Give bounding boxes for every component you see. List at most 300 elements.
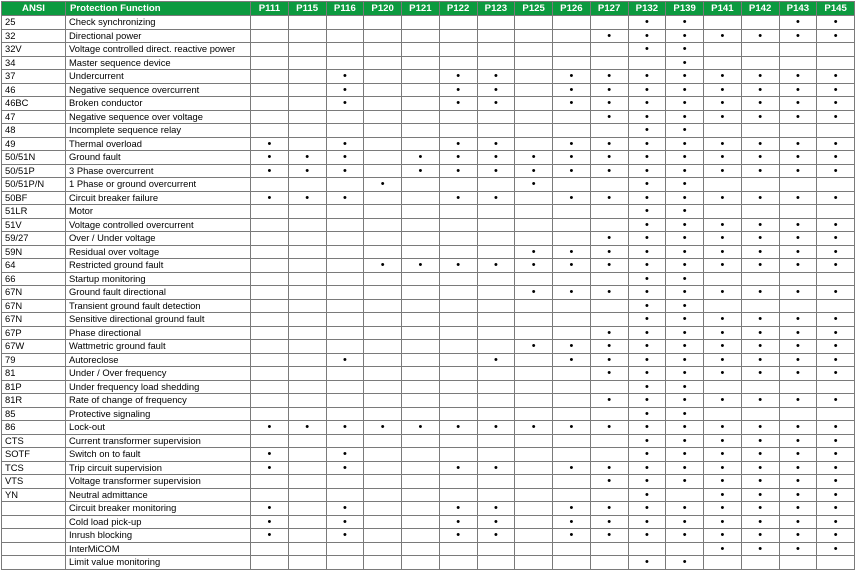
availability-cell-p123 <box>477 124 515 138</box>
availability-dot-icon: • <box>569 151 574 164</box>
protection-function-cell: Cold load pick-up <box>66 515 251 529</box>
availability-cell-p139 <box>666 340 704 354</box>
availability-cell-p123 <box>477 29 515 43</box>
availability-cell-p141 <box>704 394 742 408</box>
availability-dot-icon: • <box>795 164 800 177</box>
availability-cell-p116 <box>326 43 364 57</box>
availability-dot-icon: • <box>342 461 347 474</box>
ansi-code-cell: 37 <box>2 70 66 84</box>
availability-cell-p122 <box>439 137 477 151</box>
availability-cell-p141 <box>704 421 742 435</box>
availability-dot-icon: • <box>833 313 838 326</box>
availability-dot-icon: • <box>531 151 536 164</box>
availability-cell-p120 <box>364 205 402 219</box>
availability-cell-p120 <box>364 218 402 232</box>
availability-dot-icon: • <box>833 29 838 42</box>
availability-cell-p145 <box>817 434 855 448</box>
availability-cell-p111 <box>251 178 289 192</box>
availability-dot-icon: • <box>833 83 838 96</box>
availability-cell-p120 <box>364 259 402 273</box>
availability-cell-p115 <box>288 340 326 354</box>
availability-cell-p120 <box>364 70 402 84</box>
availability-cell-p142 <box>741 529 779 543</box>
availability-cell-p126 <box>553 475 591 489</box>
availability-dot-icon: • <box>833 421 838 434</box>
availability-cell-p116 <box>326 286 364 300</box>
availability-cell-p145 <box>817 259 855 273</box>
protection-function-table <box>1 1 855 570</box>
availability-cell-p116 <box>326 340 364 354</box>
availability-dot-icon: • <box>682 448 687 461</box>
availability-cell-p123 <box>477 515 515 529</box>
availability-cell-p127 <box>590 407 628 421</box>
availability-cell-p121 <box>402 515 440 529</box>
availability-cell-p143 <box>779 367 817 381</box>
availability-cell-p139 <box>666 232 704 246</box>
availability-cell-p142 <box>741 299 779 313</box>
table-row <box>2 124 855 138</box>
availability-cell-p116 <box>326 110 364 124</box>
availability-dot-icon: • <box>833 164 838 177</box>
availability-cell-p145 <box>817 124 855 138</box>
availability-cell-p132 <box>628 367 666 381</box>
availability-cell-p126 <box>553 110 591 124</box>
availability-cell-p141 <box>704 245 742 259</box>
availability-dot-icon: • <box>758 502 763 515</box>
availability-dot-icon: • <box>531 259 536 272</box>
availability-dot-icon: • <box>607 259 612 272</box>
protection-function-cell: Broken conductor <box>66 97 251 111</box>
availability-cell-p142 <box>741 218 779 232</box>
availability-cell-p116 <box>326 515 364 529</box>
availability-cell-p127 <box>590 83 628 97</box>
protection-function-cell: Thermal overload <box>66 137 251 151</box>
availability-cell-p141 <box>704 164 742 178</box>
ansi-code-cell: 81R <box>2 394 66 408</box>
ansi-column-header: ANSI <box>2 2 66 16</box>
availability-dot-icon: • <box>569 137 574 150</box>
availability-cell-p126 <box>553 380 591 394</box>
availability-cell-p111 <box>251 353 289 367</box>
availability-dot-icon: • <box>644 286 649 299</box>
availability-dot-icon: • <box>644 16 649 29</box>
availability-cell-p120 <box>364 16 402 30</box>
availability-dot-icon: • <box>342 448 347 461</box>
availability-cell-p111 <box>251 137 289 151</box>
availability-dot-icon: • <box>833 529 838 542</box>
availability-cell-p139 <box>666 448 704 462</box>
availability-cell-p122 <box>439 97 477 111</box>
availability-dot-icon: • <box>267 461 272 474</box>
availability-cell-p125 <box>515 245 553 259</box>
availability-dot-icon: • <box>795 137 800 150</box>
availability-dot-icon: • <box>569 83 574 96</box>
availability-dot-icon: • <box>682 407 687 420</box>
availability-cell-p132 <box>628 110 666 124</box>
table-row <box>2 97 855 111</box>
availability-cell-p120 <box>364 380 402 394</box>
availability-cell-p139 <box>666 29 704 43</box>
ansi-code-cell: 34 <box>2 56 66 70</box>
table-row <box>2 515 855 529</box>
availability-cell-p132 <box>628 502 666 516</box>
availability-cell-p143 <box>779 137 817 151</box>
availability-cell-p132 <box>628 461 666 475</box>
table-row <box>2 164 855 178</box>
availability-dot-icon: • <box>758 164 763 177</box>
model-column-header-p145: P145 <box>817 2 855 16</box>
availability-dot-icon: • <box>607 151 612 164</box>
availability-dot-icon: • <box>795 70 800 83</box>
availability-cell-p120 <box>364 245 402 259</box>
availability-cell-p139 <box>666 542 704 556</box>
table-row <box>2 43 855 57</box>
availability-dot-icon: • <box>493 529 498 542</box>
availability-cell-p139 <box>666 205 704 219</box>
availability-cell-p120 <box>364 272 402 286</box>
table-row <box>2 394 855 408</box>
protection-function-cell: Startup monitoring <box>66 272 251 286</box>
ansi-code-cell: 86 <box>2 421 66 435</box>
availability-cell-p116 <box>326 542 364 556</box>
availability-cell-p121 <box>402 56 440 70</box>
availability-cell-p125 <box>515 218 553 232</box>
availability-dot-icon: • <box>493 502 498 515</box>
availability-cell-p120 <box>364 83 402 97</box>
availability-cell-p145 <box>817 542 855 556</box>
availability-dot-icon: • <box>569 461 574 474</box>
availability-cell-p126 <box>553 29 591 43</box>
model-column-header-p121: P121 <box>402 2 440 16</box>
model-column-header-p141: P141 <box>704 2 742 16</box>
availability-dot-icon: • <box>758 488 763 501</box>
availability-dot-icon: • <box>607 137 612 150</box>
protection-function-cell: InterMiCOM <box>66 542 251 556</box>
availability-cell-p143 <box>779 448 817 462</box>
availability-cell-p115 <box>288 259 326 273</box>
availability-cell-p115 <box>288 515 326 529</box>
availability-cell-p142 <box>741 461 779 475</box>
availability-cell-p139 <box>666 43 704 57</box>
availability-cell-p120 <box>364 488 402 502</box>
availability-dot-icon: • <box>833 191 838 204</box>
availability-cell-p121 <box>402 488 440 502</box>
availability-dot-icon: • <box>833 70 838 83</box>
availability-cell-p120 <box>364 475 402 489</box>
availability-cell-p121 <box>402 529 440 543</box>
availability-cell-p123 <box>477 164 515 178</box>
availability-dot-icon: • <box>607 502 612 515</box>
availability-cell-p120 <box>364 353 402 367</box>
availability-cell-p123 <box>477 151 515 165</box>
ansi-code-cell: 49 <box>2 137 66 151</box>
availability-cell-p143 <box>779 353 817 367</box>
availability-dot-icon: • <box>720 515 725 528</box>
availability-cell-p122 <box>439 502 477 516</box>
ansi-code-cell: 67N <box>2 286 66 300</box>
availability-cell-p139 <box>666 299 704 313</box>
availability-cell-p139 <box>666 178 704 192</box>
availability-cell-p143 <box>779 191 817 205</box>
availability-cell-p139 <box>666 326 704 340</box>
availability-cell-p142 <box>741 259 779 273</box>
model-column-header-p143: P143 <box>779 2 817 16</box>
table-row <box>2 83 855 97</box>
availability-cell-p123 <box>477 380 515 394</box>
availability-cell-p142 <box>741 326 779 340</box>
availability-cell-p122 <box>439 542 477 556</box>
availability-dot-icon: • <box>720 353 725 366</box>
availability-dot-icon: • <box>644 83 649 96</box>
availability-cell-p127 <box>590 29 628 43</box>
availability-cell-p127 <box>590 70 628 84</box>
availability-cell-p123 <box>477 97 515 111</box>
availability-cell-p115 <box>288 245 326 259</box>
availability-cell-p125 <box>515 407 553 421</box>
availability-dot-icon: • <box>682 151 687 164</box>
availability-dot-icon: • <box>833 394 838 407</box>
availability-cell-p125 <box>515 232 553 246</box>
availability-dot-icon: • <box>758 232 763 245</box>
availability-cell-p126 <box>553 164 591 178</box>
availability-dot-icon: • <box>795 475 800 488</box>
availability-cell-p142 <box>741 380 779 394</box>
availability-cell-p142 <box>741 421 779 435</box>
availability-cell-p116 <box>326 367 364 381</box>
availability-cell-p142 <box>741 542 779 556</box>
availability-cell-p145 <box>817 56 855 70</box>
availability-dot-icon: • <box>758 110 763 123</box>
protection-function-cell: Incomplete sequence relay <box>66 124 251 138</box>
availability-dot-icon: • <box>644 407 649 420</box>
availability-cell-p122 <box>439 205 477 219</box>
availability-cell-p143 <box>779 488 817 502</box>
availability-cell-p115 <box>288 137 326 151</box>
availability-dot-icon: • <box>720 110 725 123</box>
availability-dot-icon: • <box>682 353 687 366</box>
availability-dot-icon: • <box>644 245 649 258</box>
availability-cell-p126 <box>553 286 591 300</box>
availability-cell-p123 <box>477 488 515 502</box>
availability-cell-p122 <box>439 380 477 394</box>
availability-dot-icon: • <box>342 164 347 177</box>
availability-cell-p132 <box>628 205 666 219</box>
availability-cell-p116 <box>326 164 364 178</box>
availability-cell-p145 <box>817 515 855 529</box>
availability-cell-p120 <box>364 502 402 516</box>
availability-cell-p116 <box>326 232 364 246</box>
availability-cell-p143 <box>779 124 817 138</box>
availability-cell-p120 <box>364 124 402 138</box>
availability-cell-p115 <box>288 448 326 462</box>
availability-cell-p121 <box>402 461 440 475</box>
availability-dot-icon: • <box>758 191 763 204</box>
availability-cell-p121 <box>402 502 440 516</box>
model-column-header-p120: P120 <box>364 2 402 16</box>
protection-function-cell: Under / Over frequency <box>66 367 251 381</box>
ansi-code-cell: 51LR <box>2 205 66 219</box>
availability-cell-p132 <box>628 299 666 313</box>
availability-cell-p145 <box>817 421 855 435</box>
availability-dot-icon: • <box>758 218 763 231</box>
availability-dot-icon: • <box>795 353 800 366</box>
availability-dot-icon: • <box>720 151 725 164</box>
availability-cell-p111 <box>251 43 289 57</box>
availability-dot-icon: • <box>644 421 649 434</box>
ansi-code-cell: VTS <box>2 475 66 489</box>
availability-cell-p111 <box>251 191 289 205</box>
availability-dot-icon: • <box>380 259 385 272</box>
availability-dot-icon: • <box>531 178 536 191</box>
availability-cell-p139 <box>666 515 704 529</box>
availability-dot-icon: • <box>833 286 838 299</box>
availability-cell-p143 <box>779 178 817 192</box>
availability-cell-p142 <box>741 313 779 327</box>
availability-cell-p111 <box>251 272 289 286</box>
availability-cell-p123 <box>477 232 515 246</box>
availability-cell-p120 <box>364 542 402 556</box>
availability-cell-p142 <box>741 340 779 354</box>
availability-dot-icon: • <box>607 515 612 528</box>
availability-cell-p125 <box>515 529 553 543</box>
availability-cell-p115 <box>288 97 326 111</box>
availability-cell-p111 <box>251 151 289 165</box>
availability-cell-p139 <box>666 434 704 448</box>
availability-cell-p143 <box>779 110 817 124</box>
availability-dot-icon: • <box>418 421 423 434</box>
availability-cell-p132 <box>628 286 666 300</box>
protection-function-cell: Neutral admittance <box>66 488 251 502</box>
availability-dot-icon: • <box>644 367 649 380</box>
availability-cell-p116 <box>326 434 364 448</box>
availability-dot-icon: • <box>305 164 310 177</box>
availability-dot-icon: • <box>682 205 687 218</box>
protection-function-cell: Inrush blocking <box>66 529 251 543</box>
availability-dot-icon: • <box>569 515 574 528</box>
availability-cell-p123 <box>477 218 515 232</box>
availability-cell-p123 <box>477 434 515 448</box>
availability-cell-p142 <box>741 137 779 151</box>
availability-dot-icon: • <box>682 272 687 285</box>
availability-cell-p143 <box>779 164 817 178</box>
model-column-header-p126: P126 <box>553 2 591 16</box>
availability-dot-icon: • <box>456 421 461 434</box>
availability-cell-p122 <box>439 56 477 70</box>
availability-cell-p115 <box>288 542 326 556</box>
availability-cell-p127 <box>590 245 628 259</box>
availability-cell-p125 <box>515 394 553 408</box>
availability-dot-icon: • <box>644 515 649 528</box>
availability-cell-p127 <box>590 232 628 246</box>
availability-cell-p126 <box>553 502 591 516</box>
availability-dot-icon: • <box>493 421 498 434</box>
availability-cell-p132 <box>628 542 666 556</box>
availability-cell-p121 <box>402 380 440 394</box>
availability-dot-icon: • <box>644 70 649 83</box>
availability-dot-icon: • <box>682 29 687 42</box>
availability-cell-p141 <box>704 218 742 232</box>
availability-cell-p132 <box>628 488 666 502</box>
availability-cell-p126 <box>553 542 591 556</box>
availability-dot-icon: • <box>795 542 800 555</box>
availability-dot-icon: • <box>569 502 574 515</box>
availability-cell-p127 <box>590 191 628 205</box>
availability-cell-p145 <box>817 110 855 124</box>
availability-cell-p143 <box>779 97 817 111</box>
availability-cell-p132 <box>628 191 666 205</box>
availability-dot-icon: • <box>644 529 649 542</box>
availability-cell-p141 <box>704 340 742 354</box>
availability-dot-icon: • <box>418 164 423 177</box>
availability-dot-icon: • <box>758 515 763 528</box>
availability-dot-icon: • <box>456 97 461 110</box>
availability-cell-p145 <box>817 448 855 462</box>
availability-dot-icon: • <box>795 245 800 258</box>
availability-dot-icon: • <box>720 313 725 326</box>
model-column-header-p142: P142 <box>741 2 779 16</box>
availability-cell-p141 <box>704 191 742 205</box>
table-row <box>2 542 855 556</box>
availability-cell-p127 <box>590 259 628 273</box>
availability-cell-p120 <box>364 326 402 340</box>
availability-cell-p143 <box>779 515 817 529</box>
availability-dot-icon: • <box>342 502 347 515</box>
availability-cell-p121 <box>402 434 440 448</box>
availability-cell-p132 <box>628 16 666 30</box>
table-row <box>2 205 855 219</box>
availability-dot-icon: • <box>833 367 838 380</box>
availability-cell-p132 <box>628 164 666 178</box>
availability-dot-icon: • <box>456 164 461 177</box>
protection-function-cell: Circuit breaker monitoring <box>66 502 251 516</box>
table-row <box>2 178 855 192</box>
availability-dot-icon: • <box>607 475 612 488</box>
availability-cell-p123 <box>477 16 515 30</box>
availability-cell-p126 <box>553 340 591 354</box>
availability-cell-p132 <box>628 124 666 138</box>
availability-cell-p120 <box>364 556 402 570</box>
availability-cell-p115 <box>288 178 326 192</box>
availability-dot-icon: • <box>644 434 649 447</box>
availability-dot-icon: • <box>833 110 838 123</box>
availability-cell-p127 <box>590 205 628 219</box>
availability-dot-icon: • <box>720 326 725 339</box>
availability-cell-p125 <box>515 353 553 367</box>
availability-cell-p116 <box>326 259 364 273</box>
availability-cell-p142 <box>741 272 779 286</box>
availability-cell-p126 <box>553 461 591 475</box>
availability-cell-p122 <box>439 488 477 502</box>
availability-cell-p120 <box>364 164 402 178</box>
availability-cell-p116 <box>326 353 364 367</box>
availability-cell-p111 <box>251 83 289 97</box>
availability-dot-icon: • <box>607 110 612 123</box>
availability-cell-p120 <box>364 461 402 475</box>
availability-cell-p126 <box>553 232 591 246</box>
availability-dot-icon: • <box>682 502 687 515</box>
availability-cell-p123 <box>477 272 515 286</box>
availability-cell-p141 <box>704 178 742 192</box>
availability-cell-p143 <box>779 326 817 340</box>
availability-cell-p122 <box>439 461 477 475</box>
ansi-code-cell: YN <box>2 488 66 502</box>
availability-cell-p115 <box>288 556 326 570</box>
availability-cell-p123 <box>477 529 515 543</box>
availability-cell-p123 <box>477 556 515 570</box>
availability-cell-p122 <box>439 299 477 313</box>
availability-cell-p115 <box>288 461 326 475</box>
availability-cell-p115 <box>288 29 326 43</box>
